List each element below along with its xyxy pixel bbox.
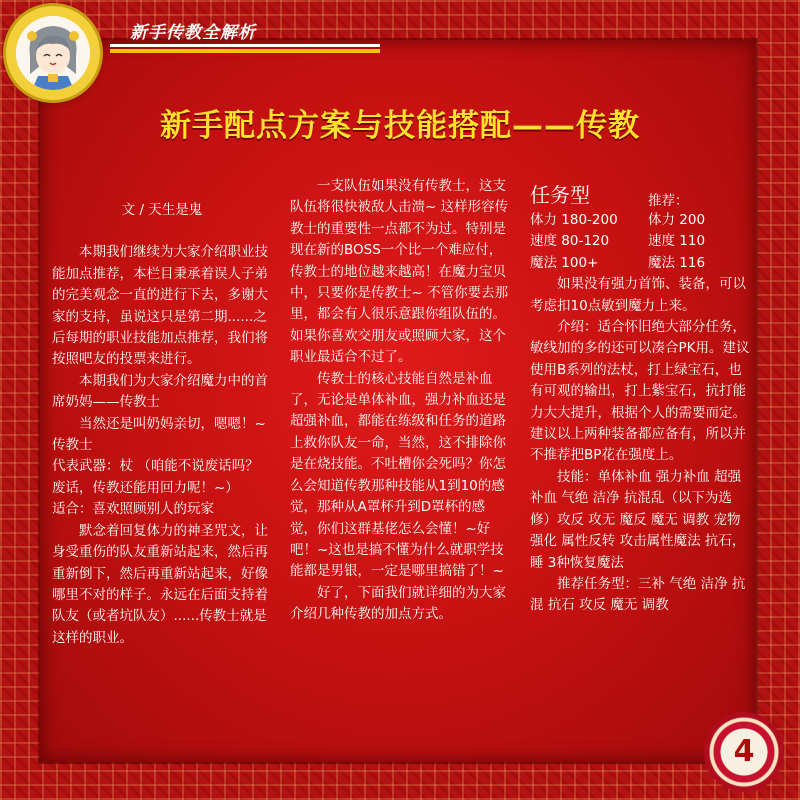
paragraph: 介绍：适合怀旧绝大部分任务，敏线加的多的还可以凑合PK用。建议使用B系列的法杖，打上绿宝石，也有可观的输出，打上紫宝石，抗打能力大大提升，根据个人的需要而定。建议以上两种装备都应备有，所以并不推荐把BP花在强度上。 <box>530 319 750 464</box>
build-heading: 任务型 <box>530 183 590 207</box>
paragraph: 传教士的核心技能自然是补血了，无论是单体补血，强力补血还是超强补血，都能在练级和任务的道路上救你队友一命，当然，这不排除你是在烧技能。不吐槽你会死吗？你怎么会知道传教那种技能从1到10的感觉，那种从A罩杯升到D罩杯的感觉，你们这群基佬怎么会懂！~好吧！~这也是搞不懂为什么就职学技能都是男银，一定是哪里搞错了！~ <box>290 370 506 580</box>
paragraph: 一支队伍如果没有传教士，这支队伍将很快被敌人击溃~ 这样形容传教士的重要性一点都不为过。特别是现在新的BOSS一个比一个难应付，传教士的地位越来越高！在魔力宝贝中，只要你是传教士~ 不管你要去那里，都会有人很乐意跟你组队伍的。如果你喜欢交朋友或照顾大家，这个职业最适合不过了。 <box>290 178 509 366</box>
avatar <box>6 6 100 100</box>
stat-recommended: 魔法 116 <box>648 254 706 271</box>
stat-row <box>530 253 750 274</box>
column-1 <box>52 198 272 649</box>
byline: 文 / 天生是鬼 <box>121 202 203 218</box>
stat-recommended: 体力 200 <box>648 212 706 228</box>
class-name: 传教士 <box>52 437 93 454</box>
column-3 <box>530 182 750 617</box>
paragraph: 技能：单体补血 强力补血 超强补血 气绝 洁净 抗混乱（以下为选修）攻反 攻无 魔反 魔无 调教 宠物强化 属性反转 攻击属性魔法 抗石，睡 3种恢复魔法 <box>530 468 746 571</box>
paragraph: 如果没有强力首饰、装备，可以考虑扣10点敏到魔力上来。 <box>530 276 746 314</box>
paragraph: 本期我们继续为大家介绍职业技能加点推荐，本栏目秉承着误人子弟的完美观念一直的进行下去，多谢大家的支持，虽说这只是第二期......之后每期的职业技能加点推荐，我们将按照吧友的投票来进行。 <box>52 244 268 368</box>
paragraph: 好了，下面我们就详细的为大家介绍几种传教的加点方式。 <box>290 584 506 623</box>
girl-avatar-icon <box>16 16 90 90</box>
page-number-badge <box>704 712 784 792</box>
page-title: 新手配点方案与技能搭配——传教 <box>160 108 640 144</box>
header-divider <box>110 44 380 47</box>
stat-range: 速度 80-120 <box>530 233 610 250</box>
recommend-label: 推荐： <box>648 193 689 209</box>
stat-row <box>530 210 750 231</box>
section-label: 新手传教全解析 <box>130 23 256 43</box>
suitable-line: 适合：喜欢照顾别人的玩家 <box>52 501 214 518</box>
paragraph: 默念着回复体力的神圣咒文，让身受重伤的队友重新站起来，然后再重新倒下，然后再重新站起来，好像哪里不对的样子。永远在后面支持着队友（或者坑队友）......传教士就是这样的职业。 <box>52 522 268 646</box>
paragraph: 本期我们为大家介绍魔力中的首席奶妈——传教士 <box>52 372 268 411</box>
column-2 <box>290 176 512 626</box>
page-number: 4 <box>733 734 755 769</box>
weapon-line: 代表武器：杖 （咱能不说废话吗？废话，传教还能用回力呢！~） <box>52 458 259 496</box>
avatar-illustration <box>16 16 90 90</box>
stat-row <box>530 231 750 252</box>
header-divider-gold <box>110 49 380 53</box>
paragraph: 当然还是叫奶妈亲切，嗯嗯！~ <box>79 415 266 432</box>
stat-recommended: 速度 110 <box>648 233 706 250</box>
stat-range: 体力 180-200 <box>530 212 618 228</box>
paragraph: 推荐任务型：三补 气绝 洁净 抗混 抗石 攻反 魔无 调教 <box>530 575 746 614</box>
stat-range: 魔法 100+ <box>530 254 599 271</box>
